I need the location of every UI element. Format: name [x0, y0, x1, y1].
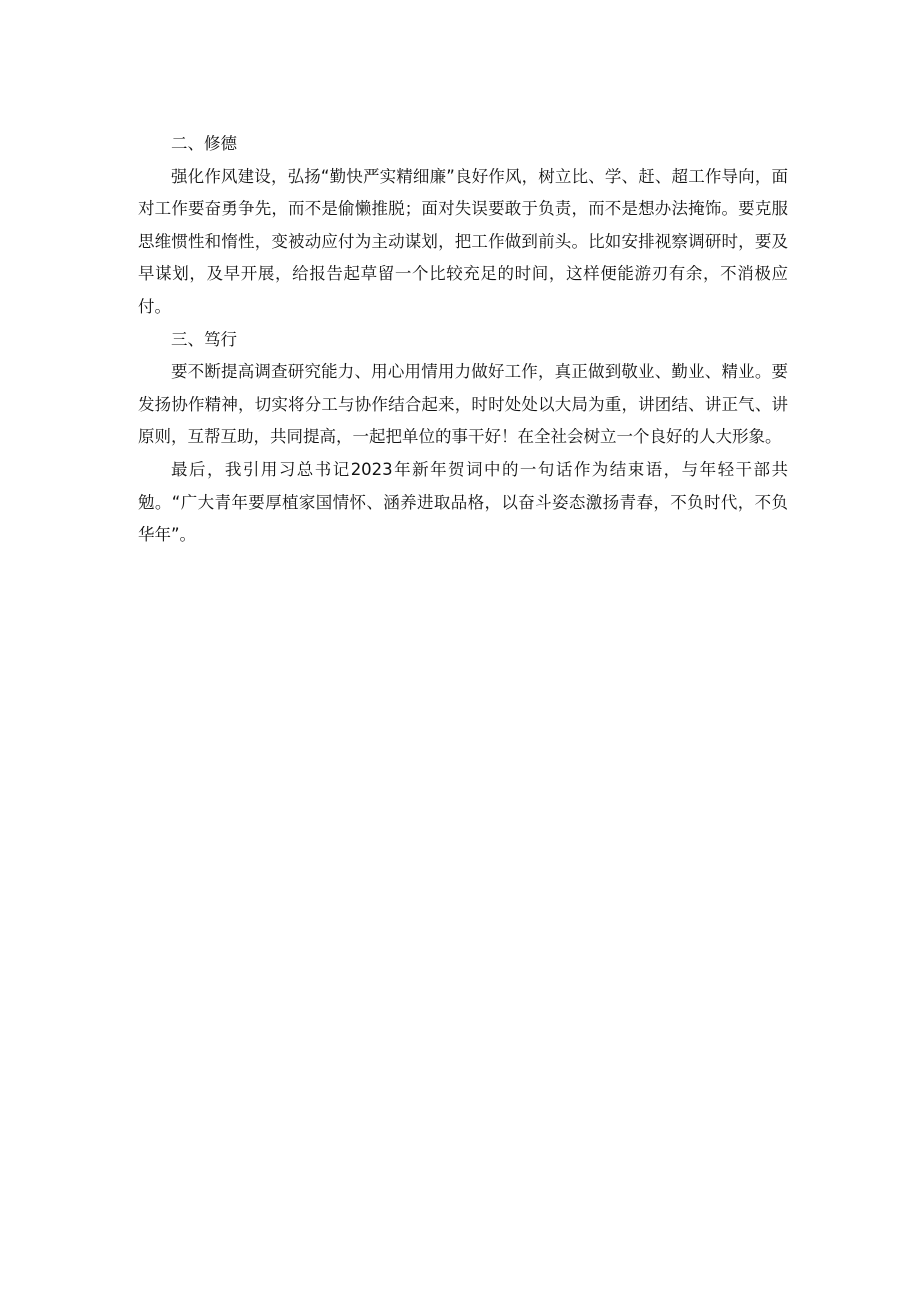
- document-body: [138, 128, 788, 552]
- section-paragraph-xiude: 强化作风建设，弘扬“勤快严实精细廉”良好作风，树立比、学、赶、超工作导向，面对工作要奋勇争先，而不是偷懒推脱；面对失误要敢于负责，而不是想办法掩饰。要克服思维惯性和惰性，变被动应付为主动谋划，把工作做到前头。比如安排视察调研时，要及早谋划，及早开展，给报告起草留一个比较充足的时间，这样便能游刃有余，不消极应付。: [138, 166, 788, 316]
- section-paragraph-duxing: 要不断提高调查研究能力、用心用情用力做好工作，真正做到敬业、勤业、精业。要发扬协作精神，切实将分工与协作结合起来，时时处处以大局为重，讲团结、讲正气、讲原则，互帮互助，共同提高，一起把单位的事干好！在全社会树立一个良好的人大形象。: [138, 362, 788, 447]
- section-heading-xiude: 二、修德: [171, 134, 237, 153]
- section-heading-duxing: 三、笃行: [171, 329, 237, 349]
- closing-paragraph: 最后，我引用习总书记2023年新年贺词中的一句话作为结束语，与年轻干部共勉。“广大青年要厚植家国情怀、涵养进取品格，以奋斗姿态激扬青春，不负时代，不负华年”。: [138, 459, 788, 545]
